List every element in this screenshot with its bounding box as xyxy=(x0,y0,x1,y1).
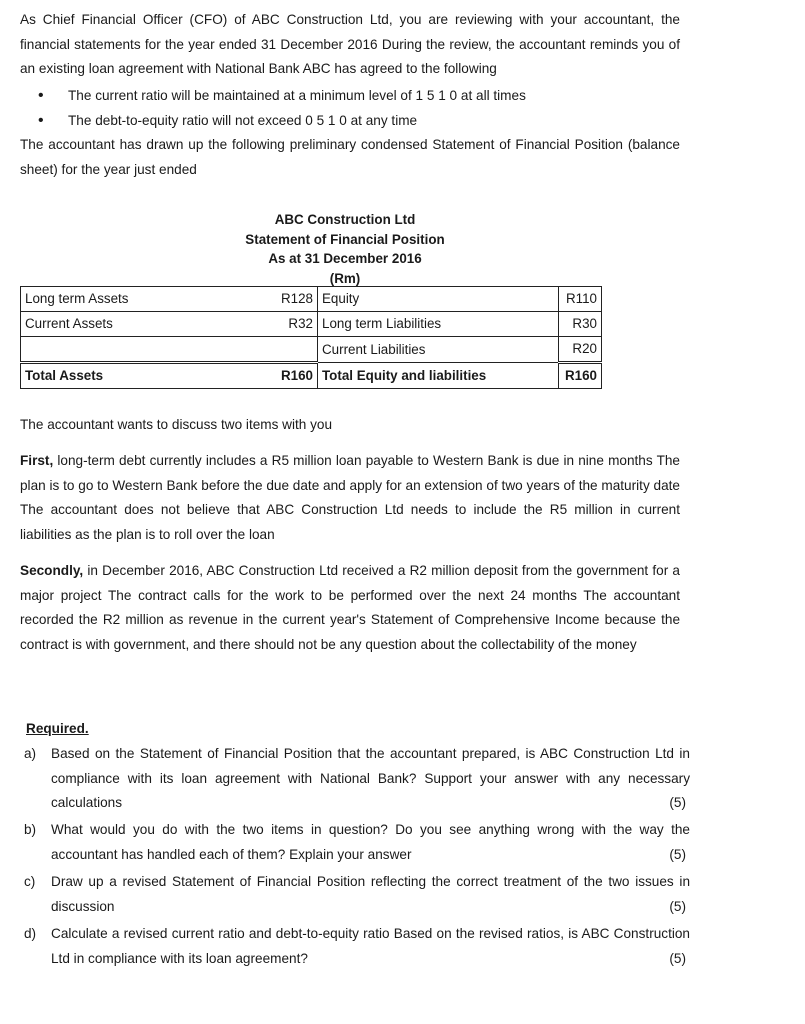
question-marks: (5) xyxy=(669,950,686,966)
question-label: d) xyxy=(24,926,37,941)
total-assets-value: R160 xyxy=(249,363,318,389)
question-a xyxy=(24,742,690,816)
loan-conditions-list xyxy=(36,84,676,134)
question-text: Draw up a revised Statement of Financial Position reflecting the correct treatment of the two issues in discussion xyxy=(51,874,690,914)
first-lead: First, xyxy=(20,453,54,468)
question-b xyxy=(24,818,690,867)
question-c xyxy=(24,870,690,919)
required-heading: Required. xyxy=(26,721,89,736)
row-claim-value: R110 xyxy=(559,287,602,312)
question-marks: (5) xyxy=(669,795,686,810)
row-claim-label: Long term Liabilities xyxy=(318,312,559,337)
row-claim-value: R30 xyxy=(559,312,602,337)
question-d xyxy=(24,922,690,971)
total-claims-value: R160 xyxy=(559,363,602,389)
row-asset-label: Long term Assets xyxy=(21,287,250,312)
condition-current-ratio: • The current ratio will be maintained at a minimum level of 1 5 1 0 at all times xyxy=(36,84,676,109)
row-asset-value: R32 xyxy=(249,312,318,337)
question-label: a) xyxy=(24,746,37,761)
total-assets-label: Total Assets xyxy=(21,363,250,389)
statement-title: Statement of Financial Position xyxy=(245,231,445,247)
row-asset-label: Current Assets xyxy=(21,312,250,337)
question-marks: (5) xyxy=(669,898,686,914)
discuss-paragraph: The accountant wants to discuss two items with you xyxy=(20,417,333,432)
question-text: What would you do with the two items in question? Do you see anything wrong with the way the accountant has handled each of them? Explain your answer xyxy=(51,822,690,862)
balance-sheet-table xyxy=(20,286,602,389)
first-text: long-term debt currently includes a R5 million loan payable to Western Bank is due in nine months The plan is to go to Western Bank before the due date and apply for an extension of two years of the maturity date The accountant does not believe that ABC Construction Ltd needs to include the R5 million in current liabilities as the plan is to roll over the loan xyxy=(20,453,680,542)
statement-date: As at 31 December 2016 xyxy=(268,251,422,266)
statement-heading xyxy=(220,210,470,288)
question-label: c) xyxy=(24,874,36,889)
row-claim-value: R20 xyxy=(559,337,602,363)
table-row xyxy=(21,312,602,337)
question-label: b) xyxy=(24,822,37,837)
table-row-total xyxy=(21,363,602,389)
drawn-up-paragraph: The accountant has drawn up the following preliminary condensed Statement of Financial Position (balance sheet) for the year just ended xyxy=(20,137,680,177)
first-item-paragraph xyxy=(20,449,680,547)
total-claims-label: Total Equity and liabilities xyxy=(318,363,559,389)
row-asset-label xyxy=(21,337,250,363)
statement-company: ABC Construction Ltd xyxy=(274,212,416,227)
question-marks: (5) xyxy=(669,846,686,862)
balance-sheet xyxy=(20,286,602,389)
condition-debt-to-equity: • The debt-to-equity ratio will not exceed 0 5 1 0 at any time xyxy=(36,109,676,134)
row-claim-label: Equity xyxy=(318,287,559,312)
row-asset-value: R128 xyxy=(249,287,318,312)
second-lead: Secondly, xyxy=(20,563,84,578)
table-row xyxy=(21,287,602,312)
question-text: Based on the Statement of Financial Position that the accountant prepared, is ABC Construction Ltd in compliance with its loan agreement with National Bank? Support your answer with any necessary calculations xyxy=(51,746,690,810)
second-text: in December 2016, ABC Construction Ltd received a R2 million deposit from the government for a major project The contract calls for the work to be performed over the next 24 months The accountant recorded the R2 million as revenue in the current year's Statement of Comprehensive Income because the contract is with government, and there should not be any question about the collectability of the money xyxy=(20,563,680,652)
table-row xyxy=(21,337,602,363)
question-text: Calculate a revised current ratio and debt-to-equity ratio Based on the revised ratios, is ABC Construction Ltd in compliance with its loan agreement? xyxy=(51,926,690,966)
intro-paragraph: As Chief Financial Officer (CFO) of ABC Construction Ltd, you are reviewing with your accountant, the financial statements for the year ended 31 December 2016 During the review, the accountant reminds you of an existing loan agreement with National Bank ABC has agreed to the following xyxy=(20,12,680,76)
statement-unit: (Rm) xyxy=(329,270,361,286)
second-item-paragraph xyxy=(20,559,680,657)
row-claim-label: Current Liabilities xyxy=(318,337,559,363)
row-asset-value xyxy=(249,337,318,363)
